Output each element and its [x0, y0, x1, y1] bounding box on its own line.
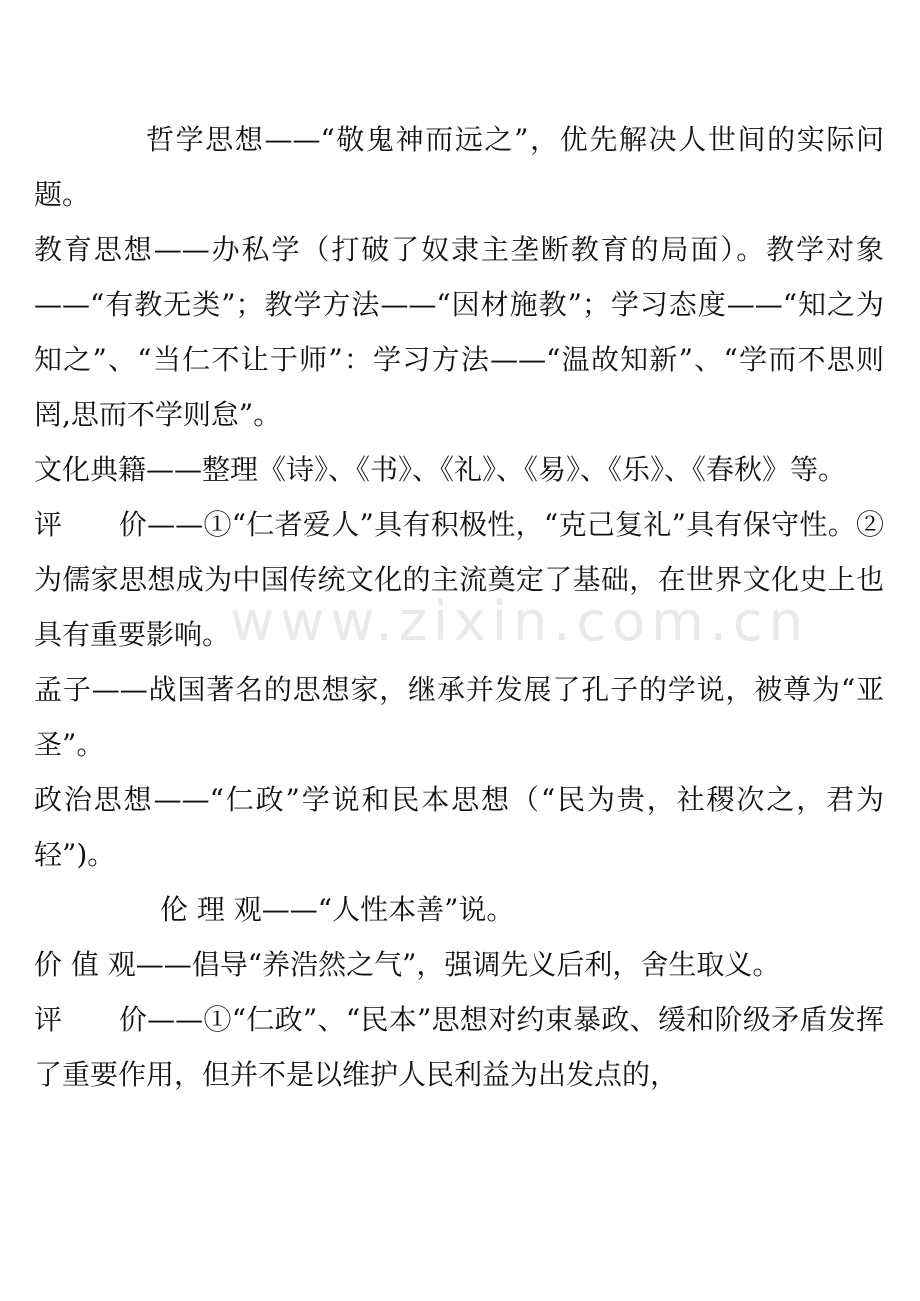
document-body: [34, 112, 884, 1102]
paragraph-education: 教育思想——办私学（打破了奴隶主垄断教育的局面）。教学对象——“有教无类”；教学方法——“因材施教”；学习态度——“知之为知之”、“当仁不让于师”：学习方法——“温故知新”、“学而不思则罔,思而不学则怠”。: [34, 233, 884, 431]
paragraph-evaluation-mencius: 评 价——①“仁政”、“民本”思想对约束暴政、缓和阶级矛盾发挥了重要作用，但并不是以维护人民利益为出发点的，: [34, 1003, 884, 1091]
paragraph-philosophy: 哲学思想——“敬鬼神而远之”，优先解决人世间的实际问题。: [34, 123, 884, 211]
paragraph-evaluation-confucius: 评 价——①“仁者爱人”具有积极性，“克己复礼”具有保守性。②为儒家思想成为中国传统文化的主流奠定了基础，在世界文化史上也具有重要影响。: [34, 508, 884, 651]
paragraph-ethics: 伦 理 观——“人性本善”说。: [160, 893, 515, 926]
paragraph-politics: 政治思想——“仁政”学说和民本思想（“民为贵，社稷次之，君为轻”)。: [34, 783, 884, 871]
paragraph-classics: 文化典籍——整理《诗》、《书》、《礼》、《易》、《乐》、《春秋》等。: [34, 453, 847, 486]
paragraph-values: 价 值 观——倡导“养浩然之气”，强调先义后利，舍生取义。: [34, 948, 781, 981]
paragraph-mencius: 孟子——战国著名的思想家，继承并发展了孔子的学说，被尊为“亚圣”。: [34, 673, 884, 761]
watermark: www.zixin.com.cn: [230, 590, 809, 653]
